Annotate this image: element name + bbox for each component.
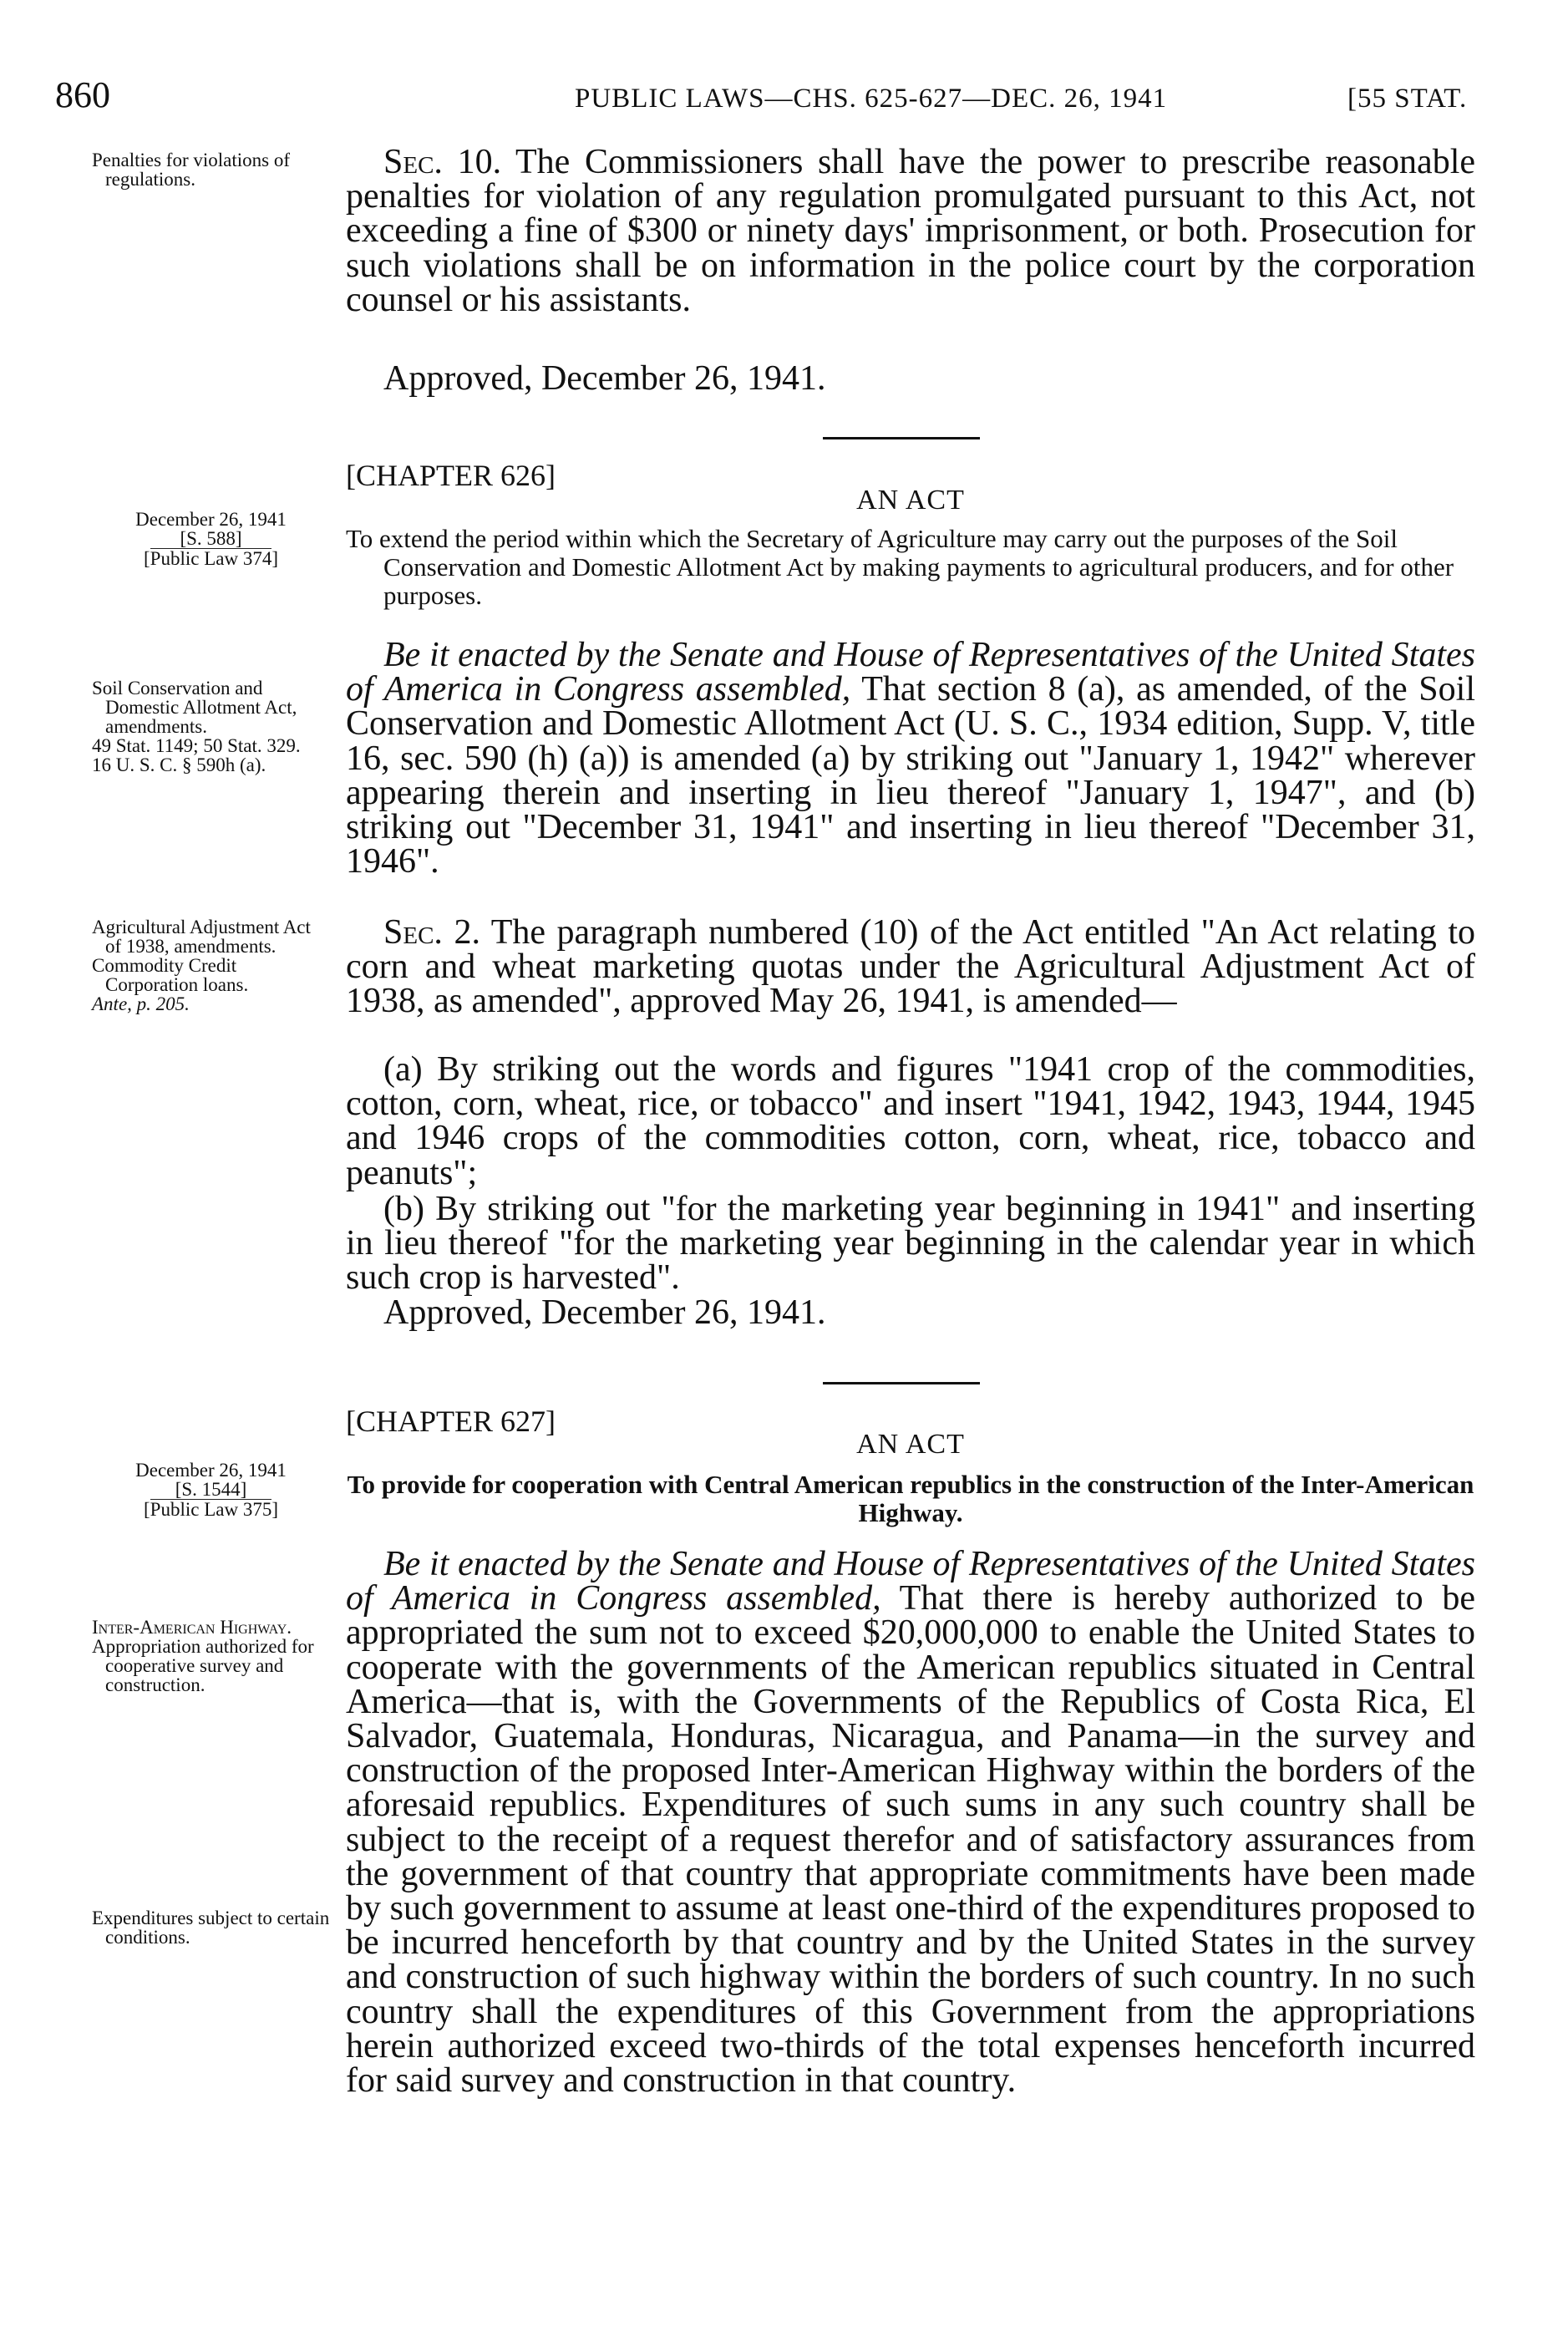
ch626-approved: Approved, December 26, 1941. xyxy=(383,1293,826,1332)
sidenote-ch627-identifiers xyxy=(92,1461,330,1519)
sidenote-inter-american-highway: Inter-American Highway. Appropriation authorized for cooperative survey and construction. xyxy=(92,1618,330,1694)
ch627-title: To provide for cooperation with Central American republics in the construction of the Inter-American Highway. xyxy=(347,1470,1474,1527)
sidenote-agricultural-adjustment: Agricultural Adjustment Act of 1938, amendments. Commodity Credit Corporation loans. Ante, p. 205. xyxy=(92,917,330,1014)
ch627-enacting-clause: Be it enacted by the Senate and House of Representatives of the United States of America in Congress assembled, xyxy=(346,1545,1475,1618)
page-header xyxy=(55,74,1475,124)
sec10-text: The Commissioners shall have the power to prescribe reasonable penalties for violation of any regulation promulgated pursuant to this Act, not exceeding a fine of $300 or ninety days' imprisonment, or both. Prosecution for such violations shall be on information in the police court by the corporation counsel or his assistants. xyxy=(346,143,1476,319)
sec2-label: Sec. 2. xyxy=(383,913,480,952)
sidenote-expenditures: Expenditures subject to certain conditions. xyxy=(92,1908,330,1948)
sidenote-ch626-identifiers xyxy=(92,510,330,568)
sidenote-penalties: Penalties for violations of regulations. xyxy=(92,150,290,190)
ch626-paragraph-b: (b) By striking out "for the marketing year beginning in 1941" and inserting in lieu thereof "for the marketing year beginning in the calendar year in which such crop is harvested". xyxy=(346,1190,1475,1298)
running-title: PUBLIC LAWS—CHS. 625-627—DEC. 26, 1941 xyxy=(575,84,1168,114)
ch626-enacting-clause: Be it enacted by the Senate and House of Representatives of the United States of America in Congress assembled, xyxy=(346,636,1475,709)
section-divider xyxy=(823,437,980,439)
ch627-chapter-heading: [CHAPTER 627] xyxy=(346,1405,556,1438)
section-divider xyxy=(823,1382,980,1384)
ch626-section-2 xyxy=(346,913,1475,1021)
ch626-title: To extend the period within which the Secretary of Agriculture may carry out the purposes of the Soil Conservation and Domestic Allotment Act by making payments to agricultural producers, and for other purposes. xyxy=(346,524,1454,610)
ch625-section-10 xyxy=(346,145,1475,318)
soil-citation-stat: 49 Stat. 1149; 50 Stat. 329. xyxy=(92,735,301,756)
sidenote-appropriation: Appropriation authorized for cooperative survey and construction. xyxy=(92,1636,314,1695)
ch627-date: December 26, 1941 xyxy=(135,1460,287,1481)
ch626-paragraph-a: (a) By striking out the words and figures "1941 crop of the commodities, cotton, corn, wheat, rice, or tobacco" and insert "1941, 1942, 1943, 1944, 1945 and 1946 crops of the commodities cotton, corn, wheat, rice, tobacco and peanuts"; xyxy=(346,1050,1475,1192)
sidenote-soil-conservation: Soil Conservation and Domestic Allotment Act, amendments. 49 Stat. 1149; 50 Stat. 329. 16 U. S. C. § 590h (a). xyxy=(92,678,330,775)
ch625-approved: Approved, December 26, 1941. xyxy=(383,359,826,398)
ch626-bill-number: [S. 588] xyxy=(150,529,271,549)
soil-citation-usc: 16 U. S. C. § 590h (a). xyxy=(92,754,266,775)
ch626-section-1 xyxy=(346,638,1475,879)
sidenote-commodity-credit: Commodity Credit Corporation loans. xyxy=(92,955,249,995)
ch627-public-law: [Public Law 375] xyxy=(144,1499,278,1520)
sec2-text: The paragraph numbered (10) of the Act entitled "An Act relating to corn and wheat marketing quotas under the Agricultural Adjustment Act of 1938, as amended", approved May 26, 1941, is amended— xyxy=(346,913,1475,1021)
ch626-public-law: [Public Law 374] xyxy=(144,548,278,569)
ch627-section-1 xyxy=(346,1545,1476,2101)
sec10-label: Sec. 10. xyxy=(383,143,502,181)
ch627-text: That there is hereby authorized to be appropriated the sum not to exceed $20,000,000 to enable the United States to cooperate with the governments of the American republics situated in Central America—that is, with the Governments of the Republics of Costa Rica, El Salvador, Guatemala, Honduras, Nicaragua, and Panama—in the survey and construction of the proposed Inter-American Highway within the borders of the aforesaid republics. Expenditures of such sums in any such country shall be subject to the receipt of a request therefor and of satisfactory assurances from the government of that country that appropriate commitments have been made by such government to assume at least one-third of the expenditures proposed to be incurred henceforth by that country and by the United States in the survey and construction of such highway within the borders of such country. In no such country shall the expenditures of this Government from the appropriations herein authorized exceed two-thirds of the total expenses henceforth incurred for said survey and construction in that country. xyxy=(346,1579,1476,2101)
ch626-chapter-heading: [CHAPTER 626] xyxy=(346,459,556,492)
page-number: 860 xyxy=(55,74,110,115)
ch626-an-act: AN ACT xyxy=(856,485,965,516)
ch626-date: December 26, 1941 xyxy=(135,509,287,530)
ch627-an-act: AN ACT xyxy=(856,1429,965,1460)
sidenote-ante-reference: Ante, p. 205. xyxy=(92,993,190,1014)
ch627-bill-number: [S. 1544] xyxy=(150,1480,271,1500)
volume-reference: [55 STAT. xyxy=(1347,84,1468,114)
ch626-sec1-text: That section 8 (a), as amended, of the Soil Conservation and Domestic Allotment Act (U. S. C., 1934 edition, Supp. V, title 16, sec. 590 (h) (a)) is amended (a) by striking out "January 1, 1942" wherever appearing therein and inserting in lieu thereof "January 1, 1947", and (b) striking out "December 31, 1941" and inserting in lieu thereof "December 31, 1946". xyxy=(346,670,1476,881)
